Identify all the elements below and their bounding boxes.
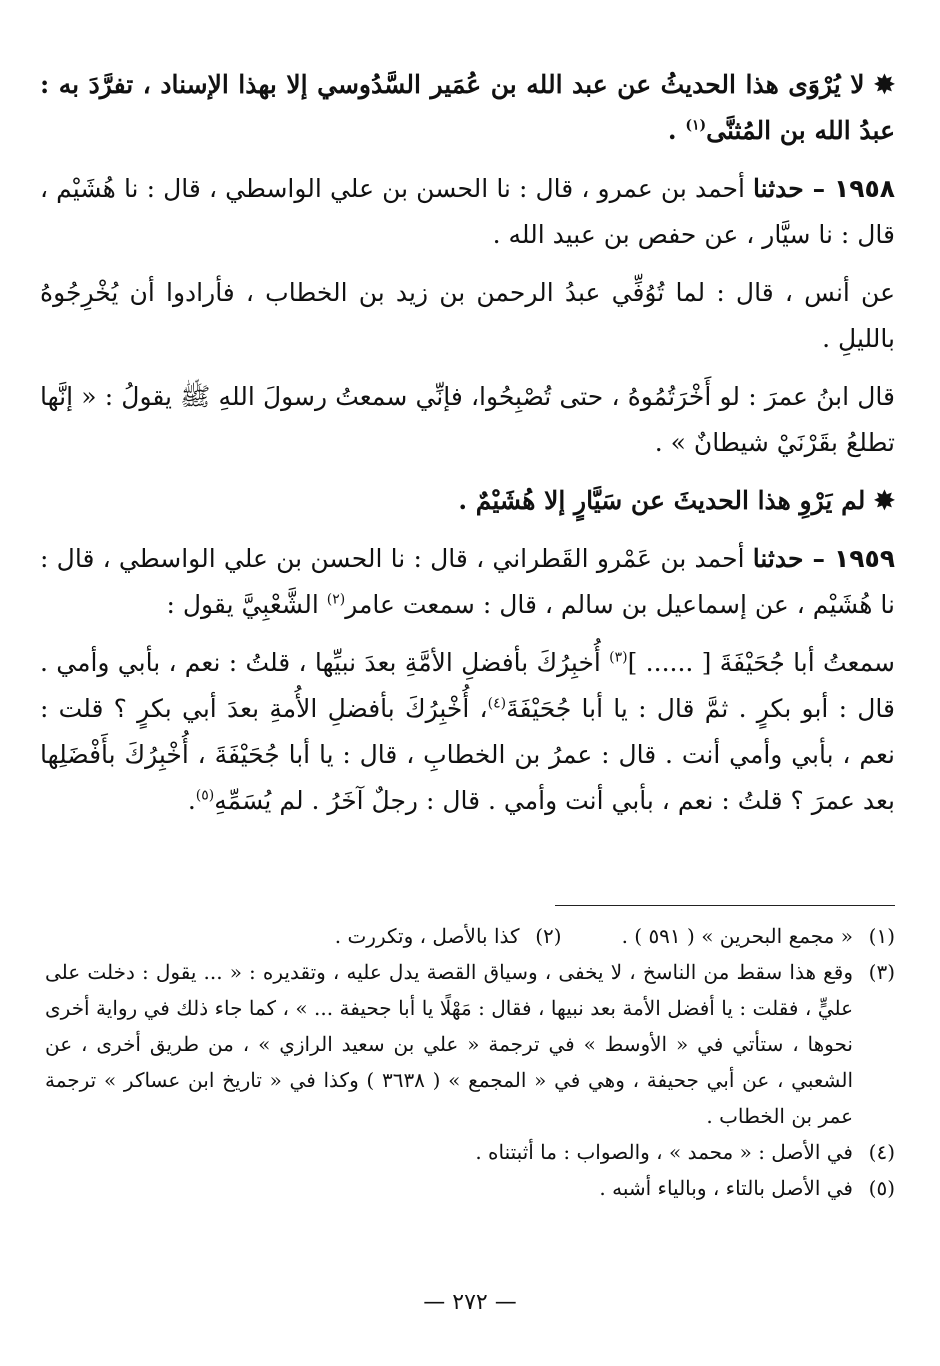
footnote-4-text: في الأصل : « محمد » ، والصواب : ما أثبتناه . bbox=[475, 1140, 853, 1164]
hadith-1958-lead: – حدثنا bbox=[753, 174, 834, 203]
main-text bbox=[40, 62, 895, 836]
footnote-5-text: في الأصل بالتاء ، وبالياء أشبه . bbox=[599, 1176, 853, 1200]
paragraph-abu-juhayfa bbox=[40, 640, 895, 824]
hadith-1959-lead: – حدثنا bbox=[752, 544, 834, 573]
footnote-ref-3[interactable]: (٣) bbox=[609, 649, 628, 666]
star-icon: ✸ bbox=[874, 70, 895, 99]
footnotes bbox=[45, 918, 895, 1206]
hadith-1959-text-a: أحمد بن عَمْرو القَطراني ، قال : نا الحسن بن علي الواسطي ، قال : نا هُشَيْم ، عن إسماعيل بن سالم ، قال : سمعت عامر bbox=[40, 544, 895, 619]
paragraph-note-hushaym-text: لم يَرْوِ هذا الحديثَ عن سَيَّارٍ إلا هُشَيْمٌ . bbox=[458, 486, 875, 515]
star-icon: ✸ bbox=[874, 486, 895, 515]
footnote-3-text: وقع هذا سقط من الناسخ ، لا يخفى ، وسياق القصة يدل عليه ، وتقديره : « ... يقول : دخلت على عليٍّ ، فقلت : يا أفضل الأمة بعد نبيها ، فقال : مَهْلًا يا أبا جحيفة ... » ، كما جاء ذلك في رواية أخرى نحوها ، ستأتي في « الأوسط » في ترجمة « علي بن سعيد الرازي » ، من طريق أخرى ، عن الشعبي ، عن أبي جحيفة ، وهي في « المجمع » ( ٣٦٣٨ ) وكذا في « تاريخ ابن عساكر » ترجمة عمر بن الخطاب . bbox=[45, 960, 854, 1128]
footnote-3-mark: (٣) bbox=[868, 960, 895, 984]
hadith-number-1958: ١٩٥٨ bbox=[833, 174, 895, 203]
footnote-row-1-2 bbox=[45, 918, 895, 954]
hadith-1959-text-b: الشَّعْبِيَّ يقول : bbox=[166, 590, 327, 619]
footnote-2-text: كذا بالأصل ، وتكررت . bbox=[334, 924, 520, 948]
hadith-1959 bbox=[40, 536, 895, 628]
paragraph-anas-text: عن أنس ، قال : لما تُوُفِّي عبدُ الرحمن بن زيد بن الخطاب ، فأرادوا أن يُخْرِجُوهُ بالليلِ . bbox=[40, 278, 895, 353]
hadith-number-1959: ١٩٥٩ bbox=[833, 544, 895, 573]
hadith-1958 bbox=[40, 166, 895, 258]
footnote-4 bbox=[45, 1134, 895, 1170]
paragraph-ibn-umar bbox=[40, 374, 895, 466]
paragraph-abu-juhayfa-end: . bbox=[187, 786, 196, 815]
footnote-5 bbox=[45, 1170, 895, 1206]
paragraph-1-end: . bbox=[667, 116, 686, 145]
footnote-5-mark: (٥) bbox=[868, 1176, 895, 1200]
paragraph-abu-juhayfa-text-b: أُخبِرُكَ بأفضلِ الأمَّةِ بعدَ نبيِّها ، قلتُ : نعم ، بأبي وأمي . قال : أبو بكرٍ . ثمَّ قال : يا أبا جُحَيْفَةَ bbox=[40, 648, 896, 723]
footnote-ref-1[interactable]: (١) bbox=[685, 117, 707, 134]
paragraph-1 bbox=[40, 62, 895, 154]
footnote-ref-5[interactable]: (٥) bbox=[195, 787, 215, 804]
footnote-4-mark: (٤) bbox=[868, 1140, 895, 1164]
footnote-divider bbox=[555, 905, 895, 906]
paragraph-1-text: لا يُرْوَى هذا الحديثُ عن عبد الله بن عُمَير السَّدُوسي إلا بهذا الإسناد ، تفرَّدَ به : عبدُ الله بن المُثنَّى bbox=[40, 70, 895, 145]
footnote-1-text: « مجمع البحرين » ( ٥٩١ ) . bbox=[621, 924, 853, 948]
paragraph-note-hushaym bbox=[40, 478, 895, 524]
footnote-ref-2[interactable]: (٢) bbox=[326, 591, 346, 608]
footnote-2-mark: (٢) bbox=[535, 924, 562, 948]
paragraph-abu-juhayfa-text-a: سمعتُ أبا جُحَيْفَةَ [ ...... ] bbox=[627, 648, 895, 677]
paragraph-ibn-umar-text: قال ابنُ عمرَ : لو أَخْرَتُمُوهُ ، حتى تُصْبِحُوا، فإنِّي سمعتُ رسولَ اللهِ ﷺ يقولُ : « إنَّها تطلعُ بقَرْنَيْ شيطانٌ » . bbox=[40, 382, 895, 457]
hadith-1958-text: أحمد بن عمرو ، قال : نا الحسن بن علي الواسطي ، قال : نا هُشَيْم ، قال : نا سيَّار ، عن حفص بن عبيد الله . bbox=[40, 174, 895, 249]
paragraph-anas bbox=[40, 270, 895, 362]
page-number: — ٢٧٢ — bbox=[423, 1290, 517, 1315]
paragraph-abu-juhayfa-text-c: ، أُخْبِرُكَ بأفضلِ الأُمةِ بعدَ أبي بكرٍ ؟ قلت : نعم ، بأبي وأمي أنت . قال : عمرُ بن الخطابِ ، قال : يا أبا جُحَيْفَةَ ، أُخْبِرُكَ بأَفْضَلِها بعد عمرَ ؟ قلتُ : نعم ، بأبي أنت وأمي . قال : رجلٌ آخَرُ . لم يُسَمِّهِ bbox=[40, 694, 895, 815]
footnote-1-mark: (١) bbox=[868, 924, 895, 948]
footnote-3 bbox=[45, 954, 895, 1134]
footnote-ref-4[interactable]: (٤) bbox=[487, 695, 507, 712]
